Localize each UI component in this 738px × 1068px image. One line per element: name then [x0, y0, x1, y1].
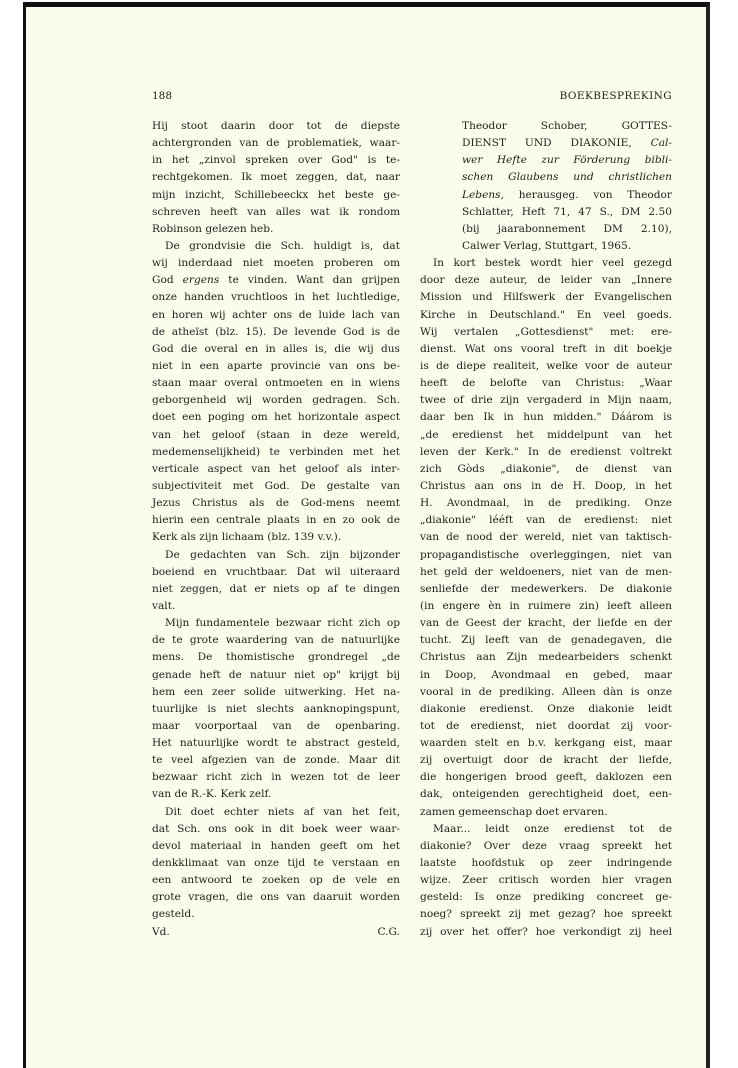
- text-line: H. Avondmaal, in de prediking. Onze: [420, 497, 672, 510]
- text-line: subjectiviteit met God. De gestalte van: [152, 479, 400, 492]
- text-line: Robinson gelezen heb.: [152, 222, 274, 235]
- book-citation: [420, 118, 672, 255]
- text-line: vooral in de prediking. Alleen dàn is onze: [420, 685, 672, 698]
- text-line: medemenselijkheid) te verbinden met het: [152, 445, 400, 458]
- text-line: in het „zinvol spreken over God" is te-: [152, 154, 400, 167]
- italic-text: Lebens: [462, 188, 501, 201]
- text-line: diakonie eredienst. Onze diakonie leidt: [420, 702, 672, 715]
- text-line: Kerk als zijn lichaam (blz. 139 v.v.).: [152, 531, 342, 544]
- italic-text: ergens: [182, 274, 220, 287]
- text-line: wijze. Zeer critisch worden hier vragen: [420, 874, 672, 887]
- text-line: [420, 135, 672, 152]
- text-line: heeft de belofte van Christus: „Waar: [420, 377, 672, 390]
- text-line: leven der Kerk." In de eredienst voltrekt: [420, 445, 672, 458]
- text-line: onze handen vruchtloos in het luchtledige,: [152, 291, 400, 304]
- text-line: twee of drie zijn vergaderd in Mijn naam,: [420, 394, 672, 407]
- text-line: valt.: [152, 599, 176, 612]
- text-line: diakonie? Over deze vraag spreekt het: [420, 839, 672, 852]
- text-line: de te grote waardering van de natuurlijke: [152, 634, 400, 647]
- text-line: dat Sch. ons ook in dit boek weer waar-: [152, 822, 400, 835]
- text-line: een antwoord te zoeken op de vele en: [152, 874, 400, 887]
- italic-text: wer Hefte zur Förderung bibli-: [462, 154, 672, 167]
- text-line: niet zeggen, dat er niets op af te dingen: [152, 582, 400, 595]
- text-line: zich Gòds „diakonie", de dienst van: [420, 462, 672, 475]
- text-line: Mission und Hilfswerk der Evangelischen: [420, 291, 672, 304]
- text-line: Mijn fundamentele bezwaar richt zich op: [165, 617, 400, 630]
- text-line: geborgenheid wij worden gedragen. Sch.: [152, 394, 400, 407]
- text-line: grote vragen, die ons van daaruit worden: [152, 891, 400, 904]
- text-line: [152, 272, 400, 289]
- running-title: BOEKBESPREKING: [559, 90, 672, 102]
- text-line: De grondvisie die Sch. huldigt is, dat: [165, 239, 400, 252]
- paragraph: [152, 615, 400, 804]
- left-column: [152, 118, 400, 941]
- text-line: en horen wij achter ons de luide lach van: [152, 308, 400, 321]
- text-line: [420, 152, 672, 169]
- text-line: laatste hoofdstuk op zeer indringende: [420, 857, 672, 870]
- text-line: De gedachten van Sch. zijn bijzonder: [165, 548, 400, 561]
- text-line: niet in een aparte provincie van ons be-: [152, 359, 400, 372]
- paragraph: [152, 547, 400, 616]
- text-line: van het geloof (staan in deze wereld,: [152, 428, 400, 441]
- page-number: 188: [152, 90, 173, 102]
- text-line: van de Geest der kracht, der liefde en der: [420, 617, 672, 630]
- text-line: senliefde der medewerkers. De diakonie: [420, 582, 672, 595]
- text-line: van de nood der wereld, niet van taktisch-: [420, 531, 672, 544]
- text-line: God die overal en in alles is, die wij dus: [152, 342, 400, 355]
- italic-text: Cal-: [650, 137, 672, 150]
- text-span: God: [152, 274, 183, 287]
- text-line: hierin een centrale plaats in en zo ook de: [152, 514, 400, 527]
- text-line: boeiend en vruchtbaar. Dat wil uiteraard: [152, 565, 400, 578]
- text-line: staan maar overal ontmoeten en in wiens: [152, 377, 400, 390]
- text-line: Theodor Schober, GOTTES-: [462, 120, 672, 132]
- text-line: genade heft de natuur niet op" krijgt bij: [152, 668, 400, 681]
- text-line: Kirche in Deutschland." En veel goeds.: [420, 308, 672, 321]
- text-span: DIENST UND DIAKONIE,: [462, 137, 651, 150]
- text-line: bezwaar richt zich in wezen tot de leer: [152, 771, 400, 784]
- text-line: Maar... leidt onze eredienst tot de: [433, 822, 672, 835]
- paragraph: [152, 238, 400, 547]
- text-line: Christus aan ons in de H. Doop, in het: [420, 479, 672, 492]
- text-line: dak, onteigenden gerechtigheid doet, een-: [420, 788, 672, 801]
- text-line: maar voorportaal van de openbaring.: [152, 719, 400, 732]
- text-line: is de diepe realiteit, welke voor de auteur: [420, 359, 672, 372]
- italic-text: schen Glaubens und christlichen: [462, 171, 672, 184]
- text-line: gesteld.: [152, 908, 195, 921]
- text-line: mens. De thomistische grondregel „de: [152, 651, 400, 664]
- text-span: te vinden. Want dan grijpen: [219, 274, 400, 287]
- text-line: In kort bestek wordt hier veel gezegd: [433, 257, 672, 270]
- paragraph: [152, 804, 400, 924]
- text-line: zij overtuigt door de kracht der liefde,: [420, 754, 672, 767]
- running-header: [152, 89, 672, 103]
- text-line: wij inderdaad niet moeten proberen om: [152, 257, 400, 270]
- signature-line: [152, 924, 400, 941]
- text-line: waarden stelt en b.v. kerkgang eist, maar: [420, 737, 672, 750]
- signature-initials-left: Vd.: [152, 925, 170, 938]
- text-line: rechtgekomen. Ik moet zeggen, dat, naar: [152, 171, 400, 184]
- text-line: het geld der weldoeners, niet van de men-: [420, 565, 672, 578]
- text-line: [420, 169, 672, 186]
- text-line: denkklimaat van onze tijd te verstaan en: [152, 857, 400, 870]
- text-line: tucht. Zij leeft van de genadegaven, die: [420, 634, 672, 647]
- text-line: achtergronden van de problematiek, waar-: [152, 137, 400, 150]
- text-line: gesteld: Is onze prediking concreet ge-: [420, 891, 672, 904]
- right-column: [420, 118, 672, 941]
- text-line: „de eredienst het middelpunt van het: [420, 428, 672, 441]
- text-line: doet een poging om het horizontale aspect: [152, 411, 400, 424]
- text-line: Het natuurlijke wordt te abstract gesteld,: [152, 737, 400, 750]
- text-line: schreven heeft van alles wat ik rondom: [152, 205, 400, 218]
- text-line: Hij stoot daarin door tot de diepste: [152, 120, 400, 132]
- text-line: zij over het offer? hoe verkondigt zij heel: [420, 925, 672, 938]
- text-line: Jezus Christus als de God-mens neemt: [152, 497, 400, 510]
- text-line: Wij vertalen „Gottesdienst" met: ere-: [420, 325, 672, 338]
- text-line: van de R.-K. Kerk zelf.: [152, 788, 272, 801]
- text-line: in Doop, Avondmaal en gebed, maar: [420, 668, 672, 681]
- text-line: zamen gemeenschap doet ervaren.: [420, 805, 608, 818]
- text-line: die hongerigen brood geeft, daklozen een: [420, 771, 672, 784]
- text-line: Dit doet echter niets af van het feit,: [165, 805, 400, 818]
- text-line: mijn inzicht, Schillebeeckx het beste ge-: [152, 188, 400, 201]
- text-line: Christus aan Zijn medearbeiders schenkt: [420, 651, 672, 664]
- text-line: „diakonie" lééft van de eredienst: niet: [420, 514, 672, 527]
- text-line: tuurlijke is niet slechts aanknopingspunt,: [152, 702, 400, 715]
- text-line: Schlatter, Heft 71, 47 S., DM 2.50: [462, 205, 672, 218]
- text-line: de atheïst (blz. 15). De levende God is de: [152, 325, 400, 338]
- text-line: (in engere èn in ruimere zin) leeft alleen: [420, 599, 672, 612]
- text-line: Calwer Verlag, Stuttgart, 1965.: [462, 239, 632, 252]
- text-line: devol materiaal in handen geeft om het: [152, 839, 400, 852]
- text-line: propagandistische overleggingen, niet van: [420, 548, 672, 561]
- text-line: noeg? spreekt zij met gezag? hoe spreekt: [420, 908, 672, 921]
- text-line: verticale aspect van het geloof als inter-: [152, 462, 400, 475]
- paragraph: [420, 821, 672, 941]
- text-line: (bij jaarabonnement DM 2.10),: [462, 222, 672, 235]
- text-line: dienst. Wat ons vooral treft in dit boekje: [420, 342, 672, 355]
- paragraph: [152, 118, 400, 238]
- text-line: [420, 187, 672, 204]
- text-span: , herausgeg. von Theodor: [500, 188, 672, 201]
- text-line: hem een zeer solide uitwerking. Het na-: [152, 685, 400, 698]
- text-line: door deze auteur, de leider van „Innere: [420, 274, 672, 287]
- text-line: daar ben Ik in hun midden." Dáárom is: [420, 411, 672, 424]
- text-line: tot de eredienst, niet doordat zij voor-: [420, 719, 672, 732]
- paragraph: [420, 255, 672, 821]
- text-line: te veel afgezien van de zonde. Maar dit: [152, 754, 400, 767]
- signature-initials-right: C.G.: [377, 925, 400, 938]
